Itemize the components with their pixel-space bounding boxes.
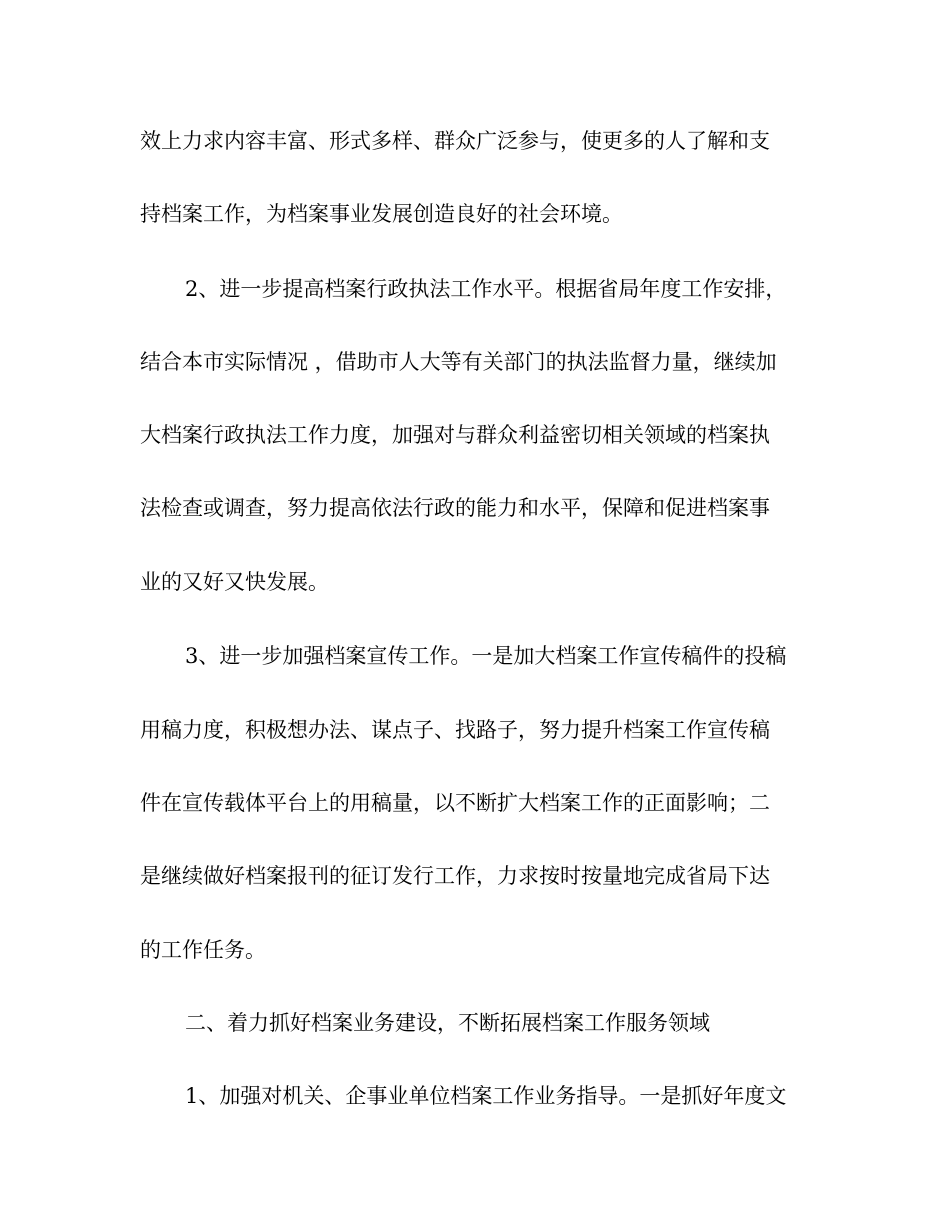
- text-line: 结合本市实际情况 ，借助市人大等有关部门的执法监督力量，继续加: [140, 350, 777, 374]
- paragraph-start-line: 1、加强对机关、企事业单位档案工作业务指导。一是抓好年度文: [185, 1084, 787, 1108]
- text-line: 的工作任务。: [140, 938, 266, 962]
- text-line: 件在宣传载体平台上的用稿量，以不断扩大档案工作的正面影响；二: [140, 791, 770, 815]
- text-line: 业的又好又快发展。: [140, 570, 329, 594]
- paragraph-start-line: 2、进一步提高档案行政执法工作水平。根据省局年度工作安排，: [185, 277, 787, 301]
- text-line: 用稿力度，积极想办法、谋点子、找路子，努力提升档案工作宣传稿: [140, 718, 770, 742]
- text-line: 大档案行政执法工作力度，加强对与群众利益密切相关领域的档案执: [140, 423, 770, 447]
- paragraph-start-line: 3、进一步加强档案宣传工作。一是加大档案工作宣传稿件的投稿: [185, 644, 787, 668]
- section-heading: 二、着力抓好档案业务建设，不断拓展档案工作服务领域: [185, 1011, 710, 1035]
- text-line: 法检查或调查，努力提高依法行政的能力和水平，保障和促进档案事: [140, 496, 770, 520]
- text-line: 是继续做好档案报刊的征订发行工作，力求按时按量地完成省局下达: [140, 864, 770, 888]
- text-line: 效上力求内容丰富、形式多样、群众广泛参与，使更多的人了解和支: [140, 129, 770, 153]
- text-line: 持档案工作，为档案事业发展创造良好的社会环境。: [140, 202, 623, 226]
